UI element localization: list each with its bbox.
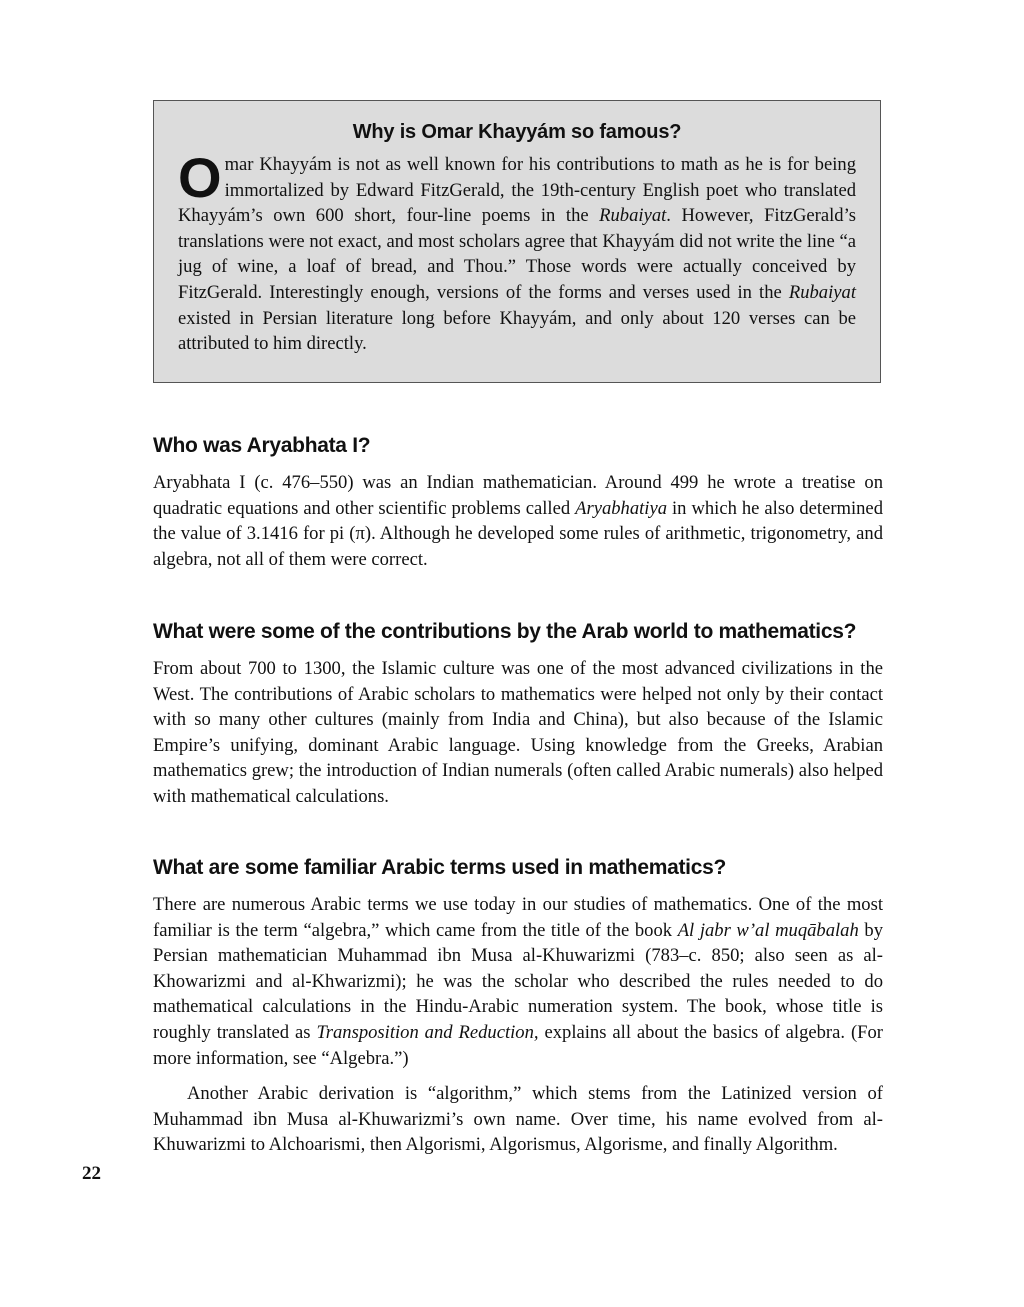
section-arab-contributions — [153, 620, 883, 810]
page-number: 22 — [82, 1163, 101, 1184]
section-paragraph: Another Arabic derivation is “algorithm,” which stems from the Latinized version of Muhammad ibn Musa al-Khuwarizmi’s own name. Over time, his name evolved from al-Khuwarizmi to Alchoarismi, then Algorismi, Algorismus, Algorisme, and finally Algorithm. — [153, 1083, 883, 1156]
sidebar-body: Omar Khayyám is not as well known for his contributions to math as he is for being immortalized by Edward FitzGerald, the 19th-century English poet who translated Khayyám’s own 600 short, four-line poems in the Rubaiyat. However, FitzGerald’s translations were not exact, and most scholars agree that Khayyám did not write the line “a jug of wine, a loaf of bread, and Thou.” Those words were actually conceived by FitzGerald. Interestingly enough, versions of the forms and verses used in the Rubaiyat existed in Persian literature long before Khayyám, and only about 120 verses can be attributed to him directly. — [178, 146, 856, 355]
section-paragraph: From about 700 to 1300, the Islamic culture was one of the most advanced civilizations in the West. The contributions of Arabic scholars to mathematics were helped not only by their contact with so many other cultures (mainly from India and China), but also because of the Islamic Empire’s unifying, dominant Arabic language. Using knowledge from the Greeks, Arabian mathematics grew; the introduction of Indian numerals (often called Arabic numerals) also helped with mathematical calculations. — [153, 658, 883, 807]
section-arabic-terms — [153, 856, 883, 1158]
section-paragraph: There are numerous Arabic terms we use today in our studies of mathematics. One of the most familiar is the term “algebra,” which came from the title of the book Al jabr w’al muqābalah by Persian mathematician Muhammad ibn Musa al-Khuwarizmi (783–c. 850; also seen as al-Khowarizmi and al-Khwarizmi); he was the scholar who described the rules needed to do mathematical calculations in the Hindu-Arabic numeration system. The book, whose title is roughly translated as Transposition and Reduction, explains all about the basics of algebra. (For more information, see “Algebra.”) — [153, 894, 883, 1069]
section-aryabhata — [153, 434, 883, 572]
sidebar-box — [153, 100, 881, 383]
book-title-rubaiyat: Rubaiyat — [599, 205, 667, 227]
drop-cap: O — [178, 146, 222, 209]
sidebar-title: Why is Omar Khayyám so famous? — [352, 121, 682, 143]
section-heading: What are some familiar Arabic terms used in mathematics? — [153, 856, 726, 879]
section-heading: What were some of the contributions by the Arab world to mathematics? — [153, 620, 857, 643]
section-heading: Who was Aryabhata I? — [153, 434, 371, 457]
section-paragraph: Aryabhata I (c. 476–550) was an Indian mathematician. Around 499 he wrote a treatise on quadratic equations and other scientific problems called Aryabhatiya in which he also determined the value of 3.1416 for pi (π). Although he developed some rules of arithmetic, trigonometry, and algebra, not all of them were correct. — [153, 472, 883, 570]
book-title-rubaiyat: Rubaiyat — [788, 281, 856, 303]
